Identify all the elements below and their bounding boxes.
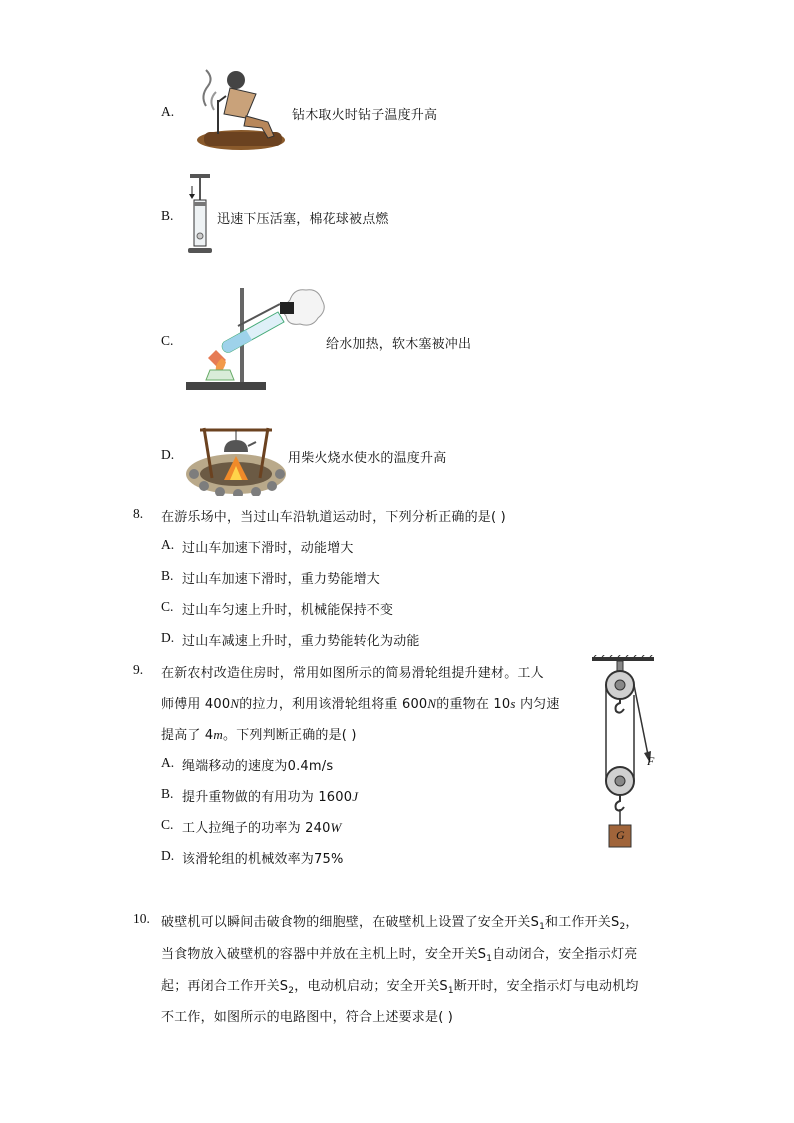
pulley-system-figure [588, 655, 660, 851]
option-label: A. [161, 104, 175, 119]
question-stem-line-3: 提高了 4m。下列判断正确的是( ) [161, 727, 357, 743]
option-text: 提升重物做的有用功为 1600J [182, 789, 359, 805]
option-label: C. [161, 333, 174, 348]
option-label: B. [161, 568, 174, 583]
pulley-drawing [588, 655, 660, 851]
question-number: 8. [133, 506, 144, 521]
option-text: 过山车匀速上升时，机械能保持不变 [182, 603, 394, 618]
option-label: A. [161, 755, 175, 770]
question-number: 9. [133, 662, 144, 677]
option-text: 过山车减速上升时，重力势能转化为动能 [182, 634, 420, 649]
option-label: B. [161, 208, 174, 223]
question-stem-line-1: 在新农村改造住房时，常用如图所示的简易滑轮组提升建材。工人 [161, 666, 544, 681]
weight-label: G [616, 828, 625, 842]
option-label: B. [161, 786, 174, 801]
option-label: D. [161, 630, 175, 645]
question-stem-line-2: 师傅用 400N的拉力，利用该滑轮组将重 600N的重物在 10s 内匀速 [161, 696, 560, 712]
question-line-4: 不工作，如图所示的电路图中，符合上述要求是( ) [161, 1010, 454, 1025]
test-tube-heating-illustration [182, 278, 326, 400]
question-stem: 在游乐场中，当过山车沿轨道运动时，下列分析正确的是( ) [161, 510, 506, 525]
option-label: C. [161, 599, 174, 614]
question-line-2: 当食物放入破壁机的容器中并放在主机上时，安全开关$S_1$自动闭合，安全指示灯亮 [161, 947, 638, 964]
drilling-fire-illustration [186, 66, 290, 158]
option-label: D. [161, 848, 175, 863]
option-text: 迅速下压活塞，棉花球被点燃 [217, 212, 389, 227]
option-text: 用柴火烧水使水的温度升高 [288, 451, 447, 466]
option-label: D. [161, 447, 175, 462]
campfire-kettle-illustration [184, 416, 288, 496]
option-text: 工人拉绳子的功率为 240W [182, 820, 342, 836]
question-number: 10. [133, 911, 150, 926]
force-label: F [647, 754, 655, 768]
option-label: C. [161, 817, 174, 832]
question-line-3: 起；再闭合工作开关$S_2$，电动机启动；安全开关$S_1$断开时，安全指示灯与电动机均 [161, 979, 639, 996]
option-text: 绳端移动的速度为0.4m/s [182, 759, 334, 774]
option-text: 给水加热，软木塞被冲出 [326, 337, 472, 352]
piston-cylinder-illustration [184, 172, 216, 258]
question-line-1: 破壁机可以瞬间击破食物的细胞壁，在破壁机上设置了安全开关$S_1$和工作开关$S_2$， [161, 915, 639, 932]
option-text: 钻木取火时钻子温度升高 [292, 108, 438, 123]
option-text: 该滑轮组的机械效率为75% [182, 852, 344, 867]
option-text: 过山车加速下滑时，动能增大 [182, 541, 354, 556]
option-text: 过山车加速下滑时，重力势能增大 [182, 572, 381, 587]
option-label: A. [161, 537, 175, 552]
